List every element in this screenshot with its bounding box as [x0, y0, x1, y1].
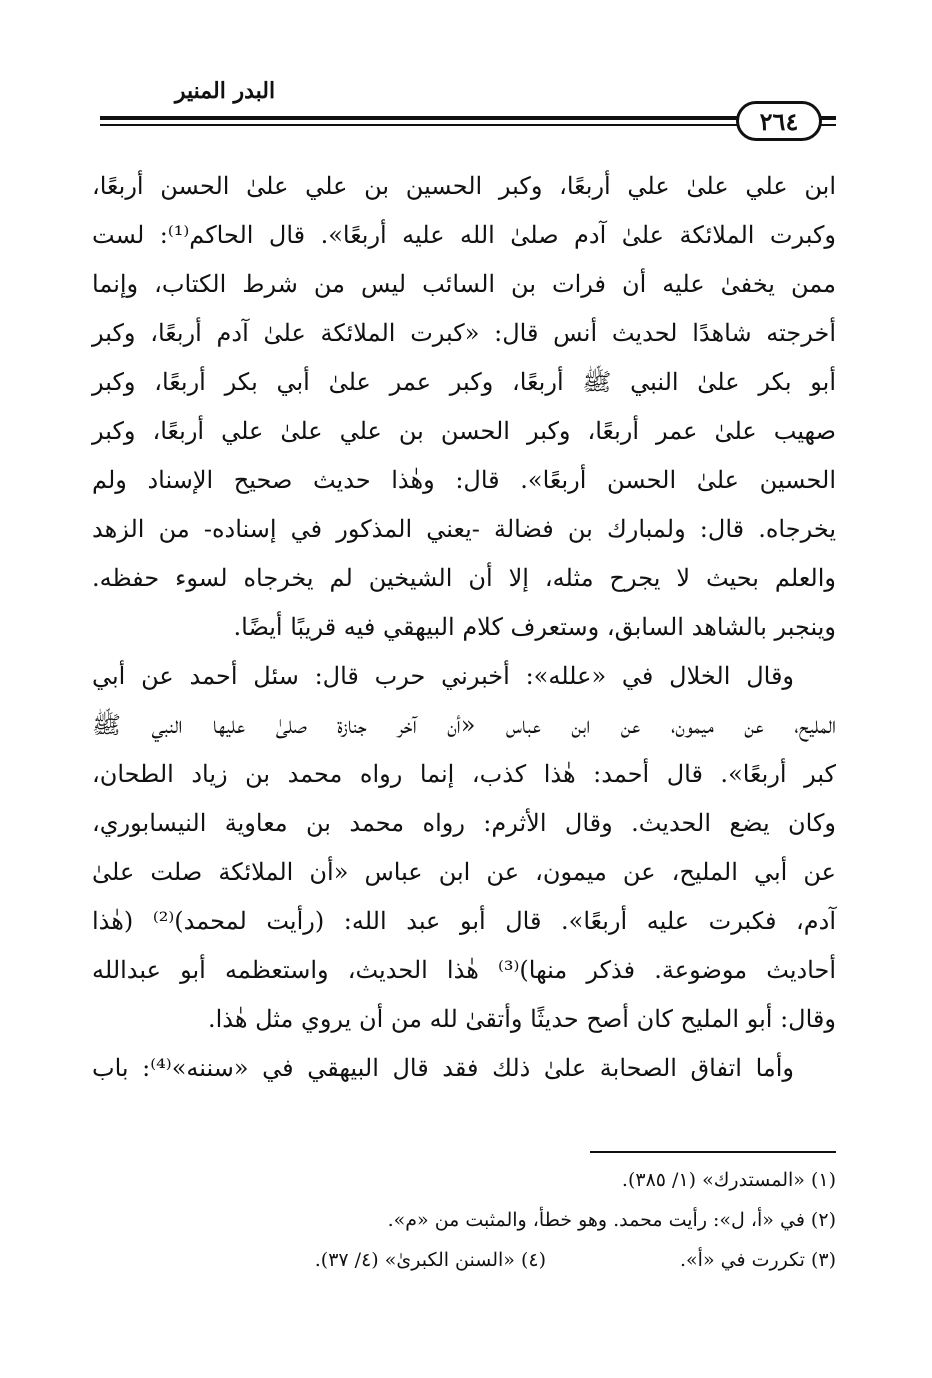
text-line: يخرجاه. قال: ولمبارك بن فضالة -يعني المذكور في إسناده- من الزهد: [92, 515, 836, 543]
text-line: آدم، فكبرت عليه أربعًا». قال أبو عبد الله: (رأيت لمحمد)⁽²⁾ (هٰذا: [92, 907, 836, 935]
text-line: وكبرت الملائكة علىٰ آدم صلىٰ الله عليه أربعًا». قال الحاكم⁽¹⁾: لست: [92, 221, 836, 249]
text-line: والعلم بحيث لا يجرح مثله، إلا أن الشيخين لم يخرجاه لسوء حفظه.: [92, 564, 836, 592]
footnote-2: (٢) في «أ، ل»: رأيت محمد. وهو خطأ، والمثبت من «م».: [387, 1209, 836, 1231]
text-line: وكان يضع الحديث. وقال الأثرم: رواه محمد بن معاوية النيسابوري،: [92, 809, 836, 837]
running-title: البدر المنير: [174, 78, 276, 104]
text-line: وينجبر بالشاهد السابق، وستعرف كلام البيهقي فيه قريبًا أيضًا.: [233, 613, 836, 641]
header-rule-top: [100, 116, 836, 120]
text-line: وقال الخلال في «علله»: أخبرني حرب قال: سئل أحمد عن أبي: [92, 662, 794, 690]
footnote-3: (٣) تكررت في «أ».: [680, 1249, 836, 1271]
text-line: ابن علي علىٰ علي أربعًا، وكبر الحسين بن علي علىٰ الحسن أربعًا،: [92, 172, 836, 200]
text-line: الحسين علىٰ الحسن أربعًا». قال: وهٰذا حديث صحيح الإسناد ولم: [92, 466, 836, 494]
main-text: [92, 162, 836, 1093]
footnote-1: (١) «المستدرك» (١/ ٣٨٥).: [621, 1169, 836, 1191]
text-line: ممن يخفىٰ عليه أن فرات بن السائب ليس من شرط الكتاب، وإنما: [92, 270, 836, 298]
text-line: المليح، عن ميمون، عن ابن عباس «أن آخر جنازة صلىٰ عليها النبي ﷺ: [92, 711, 836, 739]
text-line: أحاديث موضوعة. فذكر منها)⁽³⁾ هٰذا الحديث، واستعظمه أبو عبدالله: [92, 956, 836, 984]
text-line: أبو بكر علىٰ النبي ﷺ أربعًا، وكبر عمر علىٰ أبي بكر أربعًا، وكبر: [92, 368, 836, 396]
text-line: كبر أربعًا». قال أحمد: هٰذا كذب، إنما رواه محمد بن زياد الطحان،: [92, 760, 836, 788]
footnote-4: (٤) «السنن الكبرىٰ» (٤/ ٣٧).: [314, 1249, 546, 1271]
text-line: صهيب علىٰ عمر أربعًا، وكبر الحسن بن علي علىٰ علي أربعًا، وكبر: [92, 417, 836, 445]
page-number: ٢٦٤: [736, 101, 822, 141]
text-line: وقال: أبو المليح كان أصح حديثًا وأتقىٰ لله من أن يروي مثل هٰذا.: [207, 1005, 836, 1033]
footnote-row: [150, 1240, 836, 1280]
text-line: وأما اتفاق الصحابة علىٰ ذلك فقد قال البيهقي في «سننه»⁽⁴⁾: باب: [92, 1054, 794, 1082]
text-line: عن أبي المليح، عن ميمون، عن ابن عباس «أن الملائكة صلت علىٰ: [92, 858, 836, 886]
footnotes: [150, 1160, 836, 1280]
text-line: أخرجته شاهدًا لحديث أنس قال: «كبرت الملائكة علىٰ آدم أربعًا، وكبر: [92, 319, 836, 347]
footnote-separator: [590, 1151, 836, 1153]
page-header: [0, 0, 932, 150]
header-rule-bottom: [100, 124, 836, 126]
